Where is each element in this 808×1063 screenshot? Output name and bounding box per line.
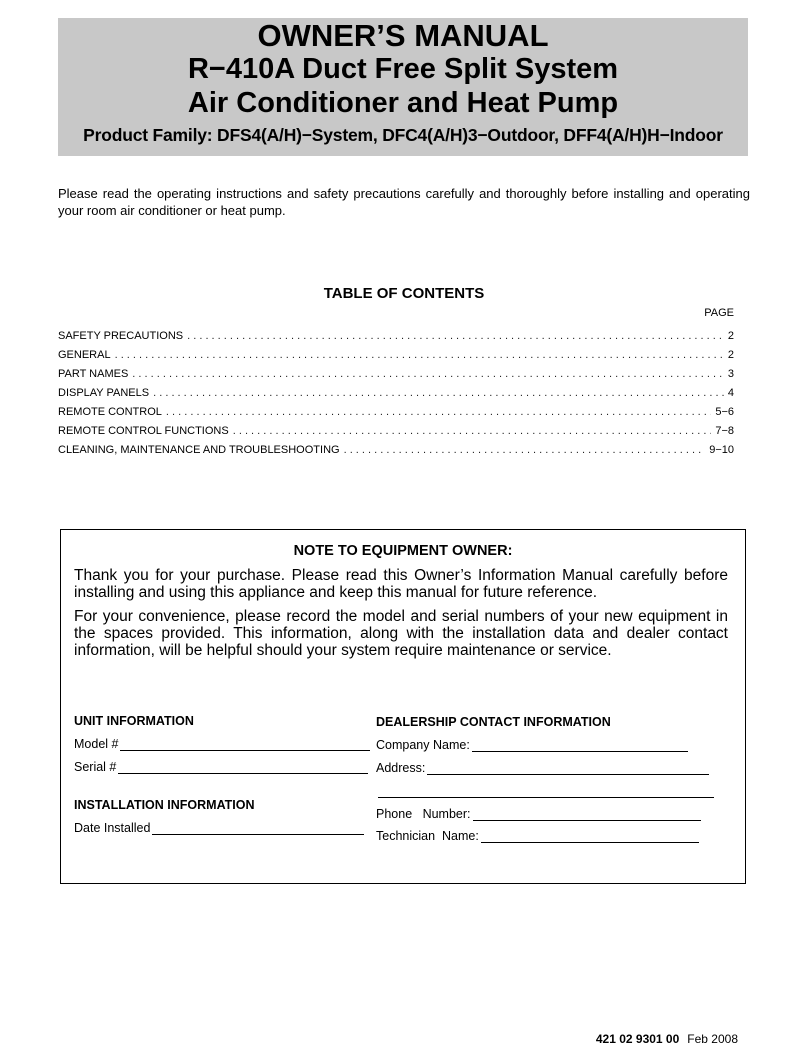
date-installed-blank[interactable] xyxy=(152,822,364,835)
document-footer xyxy=(596,1032,738,1046)
document-date: Feb 2008 xyxy=(687,1032,738,1046)
toc-entry-page: 4 xyxy=(727,387,734,399)
toc-entry-label: REMOTE CONTROL FUNCTIONS xyxy=(58,425,229,437)
toc-leader xyxy=(132,365,724,384)
owner-note-box xyxy=(60,529,746,884)
toc-entry-page: 9−10 xyxy=(709,444,734,456)
toc-entry-label: GENERAL xyxy=(58,349,111,361)
address-label: Address: xyxy=(376,761,426,775)
toc-leader xyxy=(233,422,712,441)
serial-label: Serial # xyxy=(74,760,117,774)
company-name-blank[interactable] xyxy=(472,739,688,752)
installation-info-heading: INSTALLATION INFORMATION xyxy=(74,798,255,812)
toc-entry-page: 3 xyxy=(727,368,734,380)
toc-entry[interactable] xyxy=(58,403,734,422)
phone-blank[interactable] xyxy=(473,808,701,821)
note-paragraph-record: For your convenience, please record the model and serial numbers of your new equipment in the spaces provided. This information, along with the installation data and dealer contact information, will be helpful should your system require maintenance or service. xyxy=(74,608,728,659)
unit-info-heading: UNIT INFORMATION xyxy=(74,714,194,728)
toc-page-label: PAGE xyxy=(704,307,734,319)
toc-entry[interactable] xyxy=(58,422,734,441)
note-title: NOTE TO EQUIPMENT OWNER: xyxy=(293,543,513,559)
toc-entry-page: 5−6 xyxy=(715,406,734,418)
company-name-label: Company Name: xyxy=(376,738,470,752)
toc-entry-label: REMOTE CONTROL xyxy=(58,406,162,418)
toc-entry-page: 2 xyxy=(727,330,734,342)
toc-leader xyxy=(344,441,706,460)
toc-entry-label: SAFETY PRECAUTIONS xyxy=(58,330,184,342)
address-blank[interactable] xyxy=(427,762,709,775)
product-family: Product Family: DFS4(A/H)−System, DFC4(A/H)3−Outdoor, DFF4(A/H)H−Indoor xyxy=(83,125,723,145)
date-installed-field[interactable] xyxy=(74,821,364,835)
toc-leader xyxy=(187,327,724,346)
product-title-line1: R−410A Duct Free Split System xyxy=(187,53,619,85)
dealership-info-heading: DEALERSHIP CONTACT INFORMATION xyxy=(376,715,611,729)
address-blank-line2[interactable] xyxy=(378,785,714,798)
serial-blank[interactable] xyxy=(118,761,368,774)
technician-name-field[interactable] xyxy=(376,829,699,843)
model-field[interactable] xyxy=(74,737,370,751)
technician-name-label: Technician Name: xyxy=(376,829,479,843)
address-field[interactable] xyxy=(376,761,709,775)
toc-entry-page: 2 xyxy=(727,349,734,361)
company-name-field[interactable] xyxy=(376,738,688,752)
toc-leader xyxy=(153,384,724,403)
model-label: Model # xyxy=(74,737,119,751)
table-of-contents xyxy=(58,327,734,460)
note-paragraph-thanks: Thank you for your purchase. Please read this Owner’s Information Manual carefully before installing and using this appliance and keep this manual for future reference. xyxy=(74,567,728,601)
serial-field[interactable] xyxy=(74,760,368,774)
toc-entry[interactable] xyxy=(58,327,734,346)
document-number: 421 02 9301 00 xyxy=(595,1032,680,1046)
phone-field[interactable] xyxy=(376,807,701,821)
toc-entry[interactable] xyxy=(58,384,734,403)
phone-label: Phone Number: xyxy=(376,807,471,821)
toc-entry-label: PART NAMES xyxy=(58,368,129,380)
toc-heading: TABLE OF CONTENTS xyxy=(323,285,485,302)
toc-leader xyxy=(166,403,711,422)
toc-entry-label: DISPLAY PANELS xyxy=(58,387,150,399)
product-title-line2: Air Conditioner and Heat Pump xyxy=(187,87,619,119)
toc-entry[interactable] xyxy=(58,441,734,460)
toc-entry[interactable] xyxy=(58,346,734,365)
model-blank[interactable] xyxy=(120,738,370,751)
toc-entry-label: CLEANING, MAINTENANCE AND TROUBLESHOOTING xyxy=(58,444,340,456)
toc-leader xyxy=(115,346,724,365)
manual-title: OWNER’S MANUAL xyxy=(257,18,549,53)
title-banner xyxy=(58,18,748,156)
technician-name-blank[interactable] xyxy=(481,830,699,843)
toc-entry[interactable] xyxy=(58,365,734,384)
intro-paragraph: Please read the operating instructions and safety precautions carefully and thoroughly before installing and operating your room air conditioner or heat pump. xyxy=(58,186,750,218)
toc-entry-page: 7−8 xyxy=(715,425,734,437)
date-installed-label: Date Installed xyxy=(74,821,151,835)
